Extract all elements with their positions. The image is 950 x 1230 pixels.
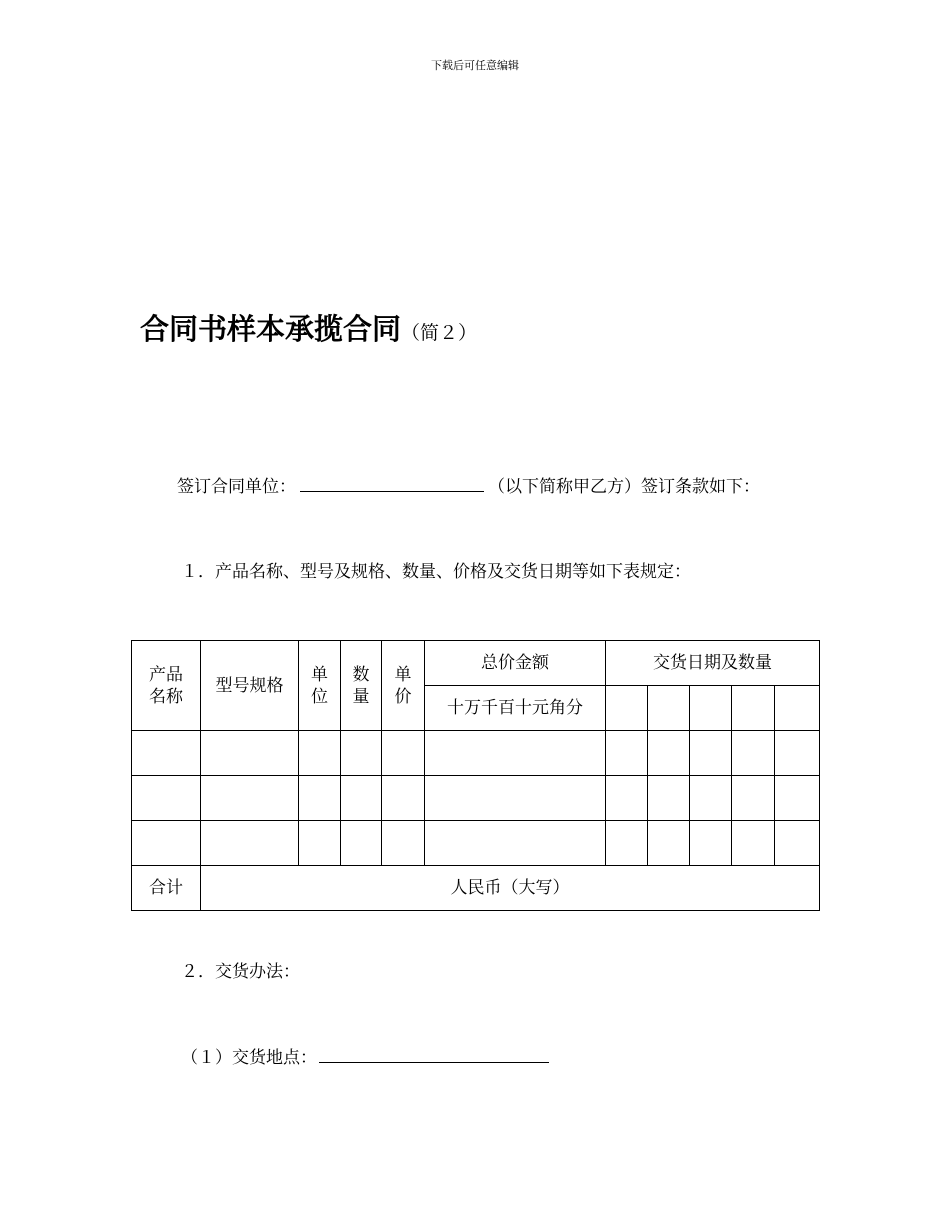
table-cell[interactable] bbox=[648, 776, 690, 821]
header-product: 产品 名称 bbox=[132, 641, 201, 731]
clause-1: １．产品名称、型号及规格、数量、价格及交货日期等如下表规定： bbox=[181, 562, 691, 582]
header-model: 型号规格 bbox=[201, 641, 299, 731]
table-header-row bbox=[132, 641, 820, 686]
table-cell[interactable] bbox=[606, 776, 648, 821]
table-cell[interactable] bbox=[299, 821, 341, 866]
table-cell[interactable] bbox=[425, 821, 606, 866]
party-blank[interactable] bbox=[300, 473, 484, 492]
header-delivery: 交货日期及数量 bbox=[606, 641, 820, 686]
header-unit-price: 单 价 bbox=[382, 641, 425, 731]
intro-line bbox=[177, 472, 760, 497]
intro-prefix: 签订合同单位： bbox=[177, 477, 296, 497]
table-cell[interactable] bbox=[425, 731, 606, 776]
delivery-cell[interactable] bbox=[690, 686, 732, 731]
intro-suffix: （以下简称甲乙方）签订条款如下： bbox=[488, 477, 760, 497]
table-cell[interactable] bbox=[732, 731, 775, 776]
header-total-digits: 十万千百十元角分 bbox=[425, 686, 606, 731]
table-cell[interactable] bbox=[201, 821, 299, 866]
table-cell[interactable] bbox=[382, 821, 425, 866]
clause-2: ２．交货办法： bbox=[181, 962, 300, 982]
table-cell[interactable] bbox=[732, 821, 775, 866]
table-cell[interactable] bbox=[775, 776, 820, 821]
delivery-cell[interactable] bbox=[732, 686, 775, 731]
table-cell[interactable] bbox=[132, 731, 201, 776]
table-cell[interactable] bbox=[299, 731, 341, 776]
delivery-location-label: （１）交货地点： bbox=[181, 1048, 317, 1068]
table-footer-row bbox=[132, 866, 820, 911]
table-row bbox=[132, 821, 820, 866]
table-cell[interactable] bbox=[341, 776, 382, 821]
title-sub: （简２） bbox=[401, 322, 478, 344]
table-row bbox=[132, 776, 820, 821]
table-cell[interactable] bbox=[606, 731, 648, 776]
header-total: 总价金额 bbox=[425, 641, 606, 686]
table-cell[interactable] bbox=[732, 776, 775, 821]
table-cell[interactable] bbox=[648, 731, 690, 776]
title-main: 合同书样本承揽合同 bbox=[140, 312, 402, 346]
header-unit: 单 位 bbox=[299, 641, 341, 731]
table-cell[interactable] bbox=[201, 776, 299, 821]
document-title bbox=[140, 307, 477, 348]
table-row bbox=[132, 731, 820, 776]
table-cell[interactable] bbox=[382, 776, 425, 821]
table-cell[interactable] bbox=[775, 731, 820, 776]
table-cell[interactable] bbox=[341, 731, 382, 776]
table-cell[interactable] bbox=[775, 821, 820, 866]
table-cell[interactable] bbox=[299, 776, 341, 821]
footer-label: 合计 bbox=[132, 866, 201, 911]
table-cell[interactable] bbox=[425, 776, 606, 821]
footer-value[interactable]: 人民币（大写） bbox=[201, 866, 820, 911]
clause-2-item-1 bbox=[181, 1043, 553, 1068]
delivery-cell[interactable] bbox=[648, 686, 690, 731]
table-cell[interactable] bbox=[382, 731, 425, 776]
table-cell[interactable] bbox=[690, 821, 732, 866]
table-cell[interactable] bbox=[201, 731, 299, 776]
delivery-location-blank[interactable] bbox=[319, 1044, 549, 1063]
header-note: 下载后可任意编辑 bbox=[431, 59, 519, 72]
table-cell[interactable] bbox=[648, 821, 690, 866]
header-quantity: 数 量 bbox=[341, 641, 382, 731]
table-cell[interactable] bbox=[132, 821, 201, 866]
table-cell[interactable] bbox=[690, 776, 732, 821]
delivery-cell[interactable] bbox=[775, 686, 820, 731]
delivery-cell[interactable] bbox=[606, 686, 648, 731]
table-cell[interactable] bbox=[341, 821, 382, 866]
product-table bbox=[131, 640, 820, 911]
table-cell[interactable] bbox=[132, 776, 201, 821]
table-cell[interactable] bbox=[606, 821, 648, 866]
table-cell[interactable] bbox=[690, 731, 732, 776]
